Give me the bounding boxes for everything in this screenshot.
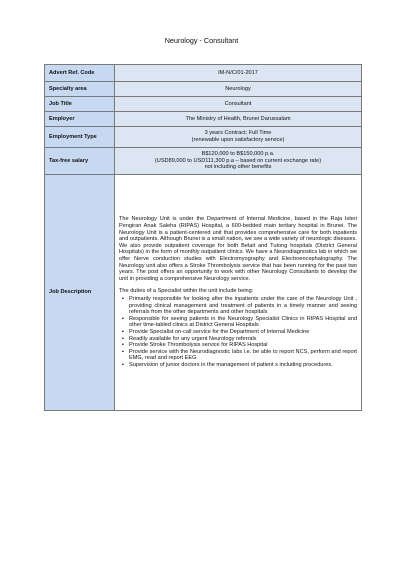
- salary-label: Tax-free salary: [45, 148, 115, 175]
- job-title-label: Job Title: [45, 97, 115, 112]
- employment-type-label: Employment Type: [45, 127, 115, 148]
- row-job-title: [45, 97, 362, 112]
- duty-item: ▪ Provide Specialist on-call service for the Department of Internal Medicine: [122, 328, 310, 335]
- salary-line1: B$120,000 to B$150,000 p.a.: [201, 151, 275, 158]
- square-bullet-icon: ▪: [122, 315, 124, 322]
- specialty-label: Specialty area: [45, 82, 115, 97]
- square-bullet-icon: ▪: [122, 361, 124, 368]
- square-bullet-icon: ▪: [122, 296, 124, 302]
- duty-item: ▪ Responsible for seeing patients in the Neurology Specialist Clinics in RIPAS Hospital and other time-tabled clinics at District General Hospitals: [122, 315, 357, 329]
- employer-label: Employer: [45, 112, 115, 127]
- row-advert-ref: [45, 65, 362, 82]
- duty-item: ▪ Provide Stroke Thrombolysis service for RIPAS Hospital: [122, 342, 268, 349]
- square-bullet-icon: ▪: [122, 328, 124, 335]
- employment-type-line1: 3 years Contract; Full Time: [204, 130, 272, 137]
- employment-type-value: [115, 127, 362, 148]
- salary-value: [115, 148, 362, 175]
- duty-item: ▪ Supervision of junior doctors in the management of patient s including procedures.: [122, 361, 333, 368]
- row-employment-type: [45, 127, 362, 148]
- employer-value: The Ministry of Health, Brunei Darussalam: [115, 112, 362, 127]
- employment-type-line2: (renewable upon satisfactory service): [191, 137, 285, 143]
- row-job-description: [45, 175, 362, 411]
- duties-intro: The duties of a Specialist within the unit include being:: [119, 288, 254, 295]
- duty-item: ▪ Primarily responsible for looking after the inpatients under the care of the Neurology Unit , providing clinical management and treatment of patients in a timely manner and seeing referrals from the other departments and other hospitals: [122, 296, 357, 316]
- duty-item: ▪ Provide service with the Neurodiagnostic labs i.e. be able to report NCS, perform and report EMG, read and report EEG: [122, 348, 357, 362]
- row-employer: [45, 112, 362, 127]
- job-description-paragraph: The Neurology Unit is under the Department of Internal Medicine, based in the Raja Isteri Pengiran Anak Saleha (RIPAS) Hospital, a 600-bedded main tertiary hospital in Brunei. The Neurology Unit is a patient-centered unit that provides comprehensive care for both inpatients and outpatients. Although Brunei is a small nation, we see a wide variety of neurologic diseases. We also provide outpatient coverage for both Belait and Tutong hospitals (District General Hospitals) in the form of monthly outpatient clinics. We have a Neurodiagnostics lab in which we offer Nerve conduction studies with Electromyography and Electroencephalography. The Neurology unit also offers a Stroke Thrombolysis service that has been running for the past two years. The post offers an opportunity to work with other Neurology Consultants to develop the unit in providing a comprehensive Neurology service.: [119, 216, 357, 282]
- advert-ref-value: IM-N/C/01-2017: [115, 65, 362, 82]
- square-bullet-icon: ▪: [122, 342, 124, 349]
- job-title-value: Consultant: [115, 97, 362, 112]
- row-specialty: [45, 82, 362, 97]
- duty-item: ▪ Readily available for any urgent Neurology referrals: [122, 335, 257, 342]
- job-advert-table: [44, 64, 362, 411]
- salary-line3: not including other benefits: [204, 164, 272, 171]
- specialty-value: Neurology: [115, 82, 362, 97]
- row-salary: [45, 148, 362, 175]
- duties-list: [119, 296, 357, 369]
- job-description-label: Job Description: [45, 175, 115, 411]
- job-description-body: [115, 175, 362, 411]
- advert-ref-label: Advert Ref. Code: [45, 65, 115, 82]
- salary-line2: (USD89,000 to USD111,300 p.a – based on current exchange rate): [154, 157, 322, 164]
- square-bullet-icon: ▪: [122, 335, 124, 342]
- square-bullet-icon: ▪: [122, 348, 124, 355]
- page-title: Neurology - Consultant: [164, 36, 239, 45]
